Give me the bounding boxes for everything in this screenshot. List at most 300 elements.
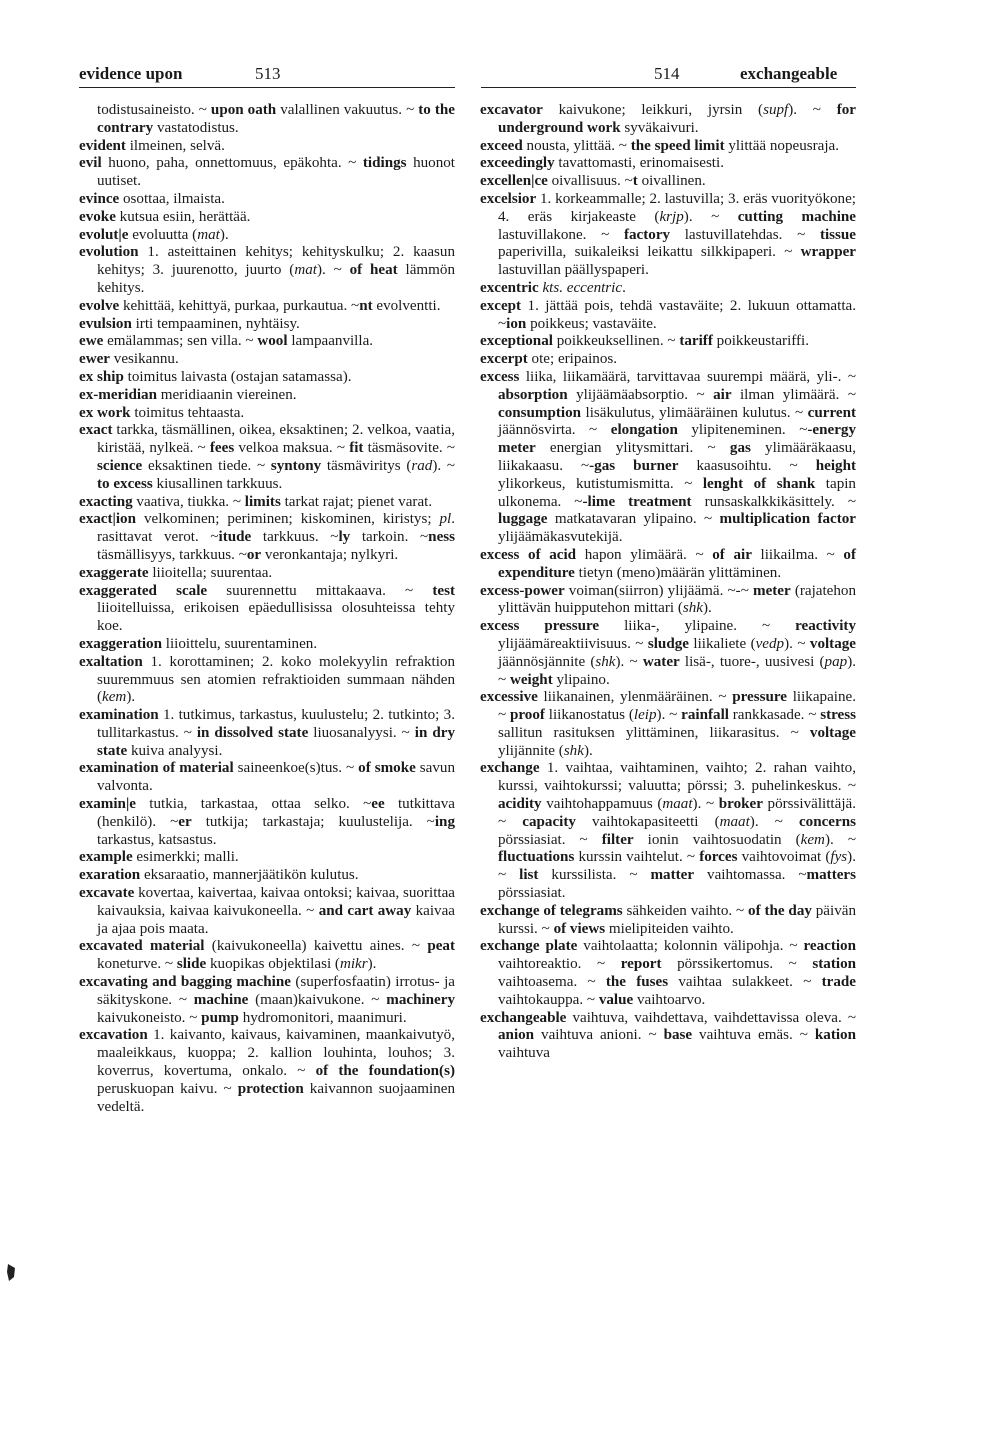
definition-text: ). ~: [432, 457, 455, 474]
definition-text: 1. kaivanto, kaivaus, kaivaminen, maankaivutyö, maaleikkaus, kuoppa; 2. kallion louhinta, louhos; 3. koverrus, kovertuma, onkalo. ~: [97, 1027, 455, 1080]
headword: except: [480, 297, 522, 314]
definition-text: kovertaa, kaivertaa, kaivaa ontoksi; kaivaa, suorittaa kaivauksia, kaivaa kaivukoneella. ~: [97, 885, 455, 919]
headword: and cart away: [318, 902, 412, 919]
dictionary-entry: [480, 760, 856, 902]
definition-text: meridiaanin viereinen.: [156, 386, 297, 403]
definition-text: syväkaivuri.: [620, 119, 699, 136]
headword: nt: [359, 297, 373, 314]
dictionary-entry: [79, 636, 455, 654]
definition-text: irti tempaaminen, nyhtäisy.: [131, 315, 300, 332]
definition-text: peruskuopan kaivu. ~: [97, 1080, 238, 1097]
definition-text: todistusaineisto. ~: [97, 102, 211, 118]
headword: ex ship: [79, 368, 124, 385]
headword: evoke: [79, 208, 116, 225]
headword: -lime treatment: [582, 493, 692, 510]
headword: examin|e: [79, 796, 136, 813]
headword: examination of material: [79, 760, 234, 777]
dictionary-entry: [480, 351, 856, 369]
field-label: pap: [824, 653, 848, 670]
definition-text: veronkantaja; nylkyri.: [261, 546, 399, 563]
definition-text: suurennettu mittakaava. ~: [207, 582, 433, 599]
left-page-number: 513: [255, 64, 281, 83]
headword: exact: [79, 422, 113, 439]
headword: kation: [814, 1027, 856, 1044]
definition-text: kaivukoneisto. ~: [97, 1009, 202, 1026]
definition-text: vastatodistus.: [153, 119, 239, 136]
definition-text: koneturve. ~: [97, 956, 177, 973]
headword: voltage: [809, 724, 856, 741]
definition-text: evolventti.: [372, 297, 441, 314]
dictionary-entry: [79, 351, 455, 369]
definition-text: (kaivukoneella) kaivettu aines. ~: [204, 938, 428, 955]
definition-text: ylijäämäkasvutekijä.: [498, 529, 623, 546]
headword: machinery: [386, 991, 455, 1008]
headword: exaggeration: [79, 635, 162, 652]
dictionary-entry: [480, 191, 856, 280]
headword: exchangeable: [480, 1009, 567, 1026]
headword: evince: [79, 190, 120, 207]
headword: exaration: [79, 867, 141, 884]
definition-text: oivallinen.: [637, 173, 706, 190]
definition-text: ). ~: [683, 208, 738, 225]
definition-text: ylittää nopeusraja.: [724, 137, 840, 154]
definition-text: vaihtovoimat (: [737, 849, 831, 866]
headword: ee: [371, 796, 385, 813]
headword: current: [807, 404, 856, 421]
dictionary-entry: [79, 191, 455, 209]
definition-text: liikanostatus (: [544, 707, 634, 724]
headword: exacting: [79, 493, 133, 510]
headword: acidity: [498, 796, 542, 813]
dictionary-entry: [480, 583, 856, 619]
right-page-number: 514: [654, 64, 680, 83]
definition-text: ). ~: [498, 653, 856, 688]
definition-text: poikkeus; vastaväite.: [526, 315, 657, 332]
definition-text: liika-, ylipaine. ~: [599, 618, 796, 635]
definition-text: ). ~: [749, 813, 799, 830]
dictionary-entry: [79, 938, 455, 974]
headword: the fuses: [605, 974, 669, 991]
headword: peat: [427, 938, 455, 955]
headword: pump: [201, 1009, 239, 1026]
headword: -gas burner: [589, 457, 679, 474]
field-label: shk: [595, 653, 616, 670]
dictionary-entry: [79, 316, 455, 334]
dictionary-entry: [79, 707, 455, 760]
definition-text: kaivaa ja ajaa pois maata.: [97, 902, 455, 937]
definition-text: liioitella; suurentaa.: [148, 564, 273, 581]
definition-text: kaivukone; leikkuri, jyrsin (: [542, 102, 764, 118]
definition-text: ). ~: [615, 653, 643, 670]
definition-text: ylikorkeus, kutistumismitta. ~: [498, 475, 703, 492]
headword: exaggerated scale: [79, 582, 208, 599]
dictionary-entry: [480, 369, 856, 547]
field-label: kts. eccentric: [542, 279, 623, 296]
headword: weight: [509, 671, 553, 688]
definition-text: pörssiasiat.: [498, 885, 566, 902]
definition-text: lampaanvilla.: [287, 333, 374, 350]
definition-text: 1. korottaminen; 2. koko molekyylin refraktion suuremmuus sen atomien refraktioiden summaan nähden (: [97, 653, 455, 706]
headword: itude: [218, 529, 252, 546]
definition-text: rankkasade. ~: [728, 707, 821, 724]
headword: factory: [623, 226, 671, 243]
headword: matter: [650, 867, 695, 884]
headword: trade: [821, 974, 856, 991]
headword: report: [620, 956, 662, 973]
headword: anion: [498, 1027, 535, 1044]
definition-text: ). ~: [656, 707, 682, 724]
headword: air: [713, 386, 732, 403]
headword: filter: [601, 831, 634, 848]
definition-text: velkominen; periminen; kiskominen, kiristys;: [135, 511, 440, 528]
headword: consumption: [498, 404, 582, 421]
definition-text: eksaraatio, mannerjäätikön kulutus.: [140, 867, 359, 884]
definition-text: vaihtoreaktio. ~: [498, 956, 621, 973]
headword: exceptional: [480, 333, 553, 350]
headword: excess of acid: [480, 546, 577, 563]
headword: lenght of shank: [702, 475, 816, 492]
definition-text: tarkka, täsmällinen, oikea, eksaktinen; 2. velkoa, vaatia, kiristää, nylkeä. ~: [97, 422, 455, 457]
definition-text: vaihtuva anioni. ~: [534, 1027, 664, 1044]
definition-text: vaihtolaatta; kolonnin välipohja. ~: [577, 938, 804, 955]
field-label: kem: [102, 689, 127, 706]
definition-text: emälammas; sen villa. ~: [103, 333, 258, 350]
headword: evulsion: [79, 315, 132, 332]
dictionary-entry: [79, 298, 455, 316]
field-label: leip: [633, 707, 657, 724]
dictionary-entry: [79, 369, 455, 387]
definition-text: hydromonitori, maanimuri.: [238, 1009, 407, 1026]
headword: excess pressure: [480, 618, 600, 635]
definition-text: vaihtokauppa. ~: [498, 991, 599, 1008]
definition-text: ilman ylimäärä. ~: [731, 386, 857, 403]
definition-text: runsaskalkkikäsittely. ~: [691, 493, 856, 510]
definition-text: lastuvillan päällyspaperi.: [498, 262, 649, 279]
definition-text: vaihtoarvo.: [633, 991, 706, 1008]
dictionary-entry: [79, 138, 455, 156]
definition-text: tarkkuus. ~: [251, 529, 339, 546]
field-label: krjp: [659, 208, 684, 225]
dictionary-entry: [79, 1027, 455, 1116]
headword: luggage: [498, 511, 548, 528]
definition-text: vaihtohappamuus (: [541, 796, 663, 813]
dictionary-entry: [79, 760, 455, 796]
definition-text: ).: [703, 600, 712, 617]
definition-text: tarkat rajat; pienet varat.: [280, 493, 433, 510]
definition-text: huonot uutiset.: [97, 155, 455, 190]
headword: protection: [237, 1080, 304, 1097]
definition-text: valallinen vakuutus. ~: [276, 102, 419, 118]
headword: base: [663, 1027, 693, 1044]
definition-text: lastuvillakone. ~: [498, 226, 624, 243]
headword: upon oath: [210, 102, 277, 118]
definition-text: liika, liikamäärä, tarvittavaa suurempi määrä, yli-. ~: [519, 368, 856, 385]
definition-text: kuiva analyysi.: [127, 742, 223, 759]
dictionary-entry: [480, 333, 856, 351]
definition-text: ilmeinen, selvä.: [125, 137, 225, 154]
headword: fluctuations: [498, 849, 575, 866]
definition-text: ). ~: [692, 796, 719, 813]
headword: value: [598, 991, 634, 1008]
definition-text: kutsua esiin, herättää.: [115, 208, 251, 225]
definition-text: vaativa, tiukka. ~: [132, 493, 245, 510]
headword: meter: [753, 582, 791, 599]
definition-text: liioitelluissa, erikoisen epäedullisissa olosuhteissa tehty koe.: [97, 600, 455, 635]
dictionary-entry: [79, 974, 455, 1027]
headword: fit: [349, 440, 364, 457]
definition-text: saineenkoe(s)tus. ~: [233, 760, 359, 777]
headword: in dry state: [97, 724, 455, 759]
headword: to excess: [97, 475, 153, 492]
definition-text: ylijäämäabsorptio. ~: [567, 386, 714, 403]
dictionary-entry: [79, 227, 455, 245]
headword: rainfall: [681, 707, 729, 724]
definition-text: lisäkulutus, ylimääräinen kulutus. ~: [581, 404, 808, 421]
headword: ness: [428, 529, 456, 546]
definition-text: tavattomasti, erinomaisesti.: [554, 155, 724, 172]
headword: -energy meter: [498, 422, 856, 457]
definition-text: vaihtuva, vaihdettava, vaihdettavissa oleva. ~: [566, 1009, 856, 1026]
definition-text: ).: [583, 742, 593, 759]
headword: pressure: [732, 689, 788, 706]
headword: evident: [79, 137, 126, 154]
headword: of the foundation(s): [315, 1063, 455, 1080]
headword: t: [632, 173, 638, 190]
definition-text: voiman(siirron) ylijäämä. ~-~: [564, 582, 753, 599]
dictionary-entry: [480, 138, 856, 156]
definition-text: ote; eripainos.: [527, 351, 618, 368]
definition-text: osottaa, ilmaista.: [119, 190, 225, 207]
definition-text: vesikannu.: [110, 351, 179, 368]
headword: exact|ion: [79, 511, 136, 528]
dictionary-entry: [79, 422, 455, 493]
right-guide-word: exchangeable: [740, 64, 838, 83]
definition-text: pörssikertomus. ~: [661, 956, 813, 973]
headword: slide: [176, 956, 207, 973]
dictionary-entry: [79, 209, 455, 227]
headword: or: [246, 546, 262, 563]
headword: examination: [79, 707, 159, 724]
dictionary-entry: [79, 583, 455, 636]
definition-text: vaihtuva: [498, 1045, 550, 1062]
headword: excavated material: [79, 938, 205, 955]
left-guide-word: evidence upon: [79, 64, 183, 83]
definition-text: ). ~: [824, 831, 856, 848]
headword: the speed limit: [630, 137, 725, 154]
headword: ly: [338, 529, 351, 546]
dictionary-entry: [480, 1010, 856, 1063]
headword: evolution: [79, 244, 139, 261]
right-column: [480, 102, 856, 1063]
definition-text: vaihtaa sulakkeet. ~: [668, 974, 822, 991]
headword: excavating and bagging machine: [79, 974, 291, 991]
definition-text: poikkeuksellinen. ~: [552, 333, 680, 350]
left-column: [79, 102, 455, 1116]
definition-text: huono, paha, onnettomuus, epäkohta. ~: [101, 155, 363, 172]
definition-text: tarkoin. ~: [350, 529, 429, 546]
definition-text: päivän kurssi. ~: [498, 902, 856, 937]
dictionary-entry: [79, 849, 455, 867]
definition-text: ). ~: [784, 635, 810, 652]
headword: science: [97, 457, 143, 474]
definition-text: nousta, ylittää. ~: [522, 137, 631, 154]
headword: ing: [434, 813, 455, 830]
headword: exchange plate: [480, 938, 578, 955]
headword: in dissolved state: [196, 724, 309, 741]
headword: ewe: [79, 333, 104, 350]
field-label: mikr: [339, 956, 368, 973]
definition-text: toimitus tehtaasta.: [130, 404, 245, 421]
headword: excavation: [79, 1027, 148, 1044]
definition-text: tutkija; tarkastaja; kuulustelija. ~: [191, 813, 435, 830]
headword: voltage: [809, 635, 856, 652]
headword: excavate: [79, 885, 135, 902]
definition-text: (maan)kaivukone. ~: [248, 991, 387, 1008]
headword: syntony: [270, 457, 322, 474]
definition-text: vaihtokapasiteetti (: [575, 813, 720, 830]
field-label: mat: [294, 262, 317, 279]
dictionary-entry: [480, 903, 856, 939]
headword: tissue: [819, 226, 856, 243]
field-label: shk: [563, 742, 584, 759]
definition-text: . rasittavat verot. ~: [97, 511, 455, 546]
headword: exaggerate: [79, 564, 149, 581]
header-rule-right: [481, 87, 856, 88]
definition-text: kuopikas objektilasi (: [206, 956, 340, 973]
headword: tariff: [679, 333, 713, 350]
definition-text: toimitus laivasta (ostajan satamassa).: [123, 368, 352, 385]
definition-text: kurssilista. ~: [538, 867, 651, 884]
headword: exceedingly: [480, 155, 555, 172]
definition-text: ).: [367, 956, 377, 973]
definition-text: vaihtuva emäs. ~: [692, 1027, 815, 1044]
definition-text: sähkeiden vaihto. ~: [622, 902, 749, 919]
definition-text: 1. jättää pois, tehdä vastaväite; 2. lukuun ottamatta. ~: [498, 297, 856, 332]
header-rule-left: [79, 87, 455, 88]
definition-text: kehittää, kehittyä, purkaa, purkautua. ~: [119, 297, 360, 314]
definition-text: ). ~: [316, 262, 350, 279]
headword: machine: [193, 991, 249, 1008]
definition-text: matkatavaran ylipaino. ~: [547, 511, 720, 528]
headword: exchange: [480, 760, 540, 777]
headword: fees: [209, 440, 235, 457]
headword: gas: [729, 440, 751, 457]
definition-text: ylimääräkaasu, liikakaasu. ~: [498, 440, 856, 474]
definition-text: ). ~: [498, 849, 856, 884]
dictionary-entry: [79, 796, 455, 849]
headword: exceed: [480, 137, 523, 154]
field-label: supf: [763, 102, 789, 118]
definition-text: täsmäsovite. ~: [363, 440, 456, 457]
definition-text: ylijännite (: [498, 742, 564, 759]
definition-text: kiusallinen tarkkuus.: [152, 475, 283, 492]
field-label: rad: [411, 457, 433, 474]
definition-text: jäännösjännite (: [498, 653, 596, 670]
dictionary-entry: [79, 494, 455, 512]
definition-text: liikaliete (: [688, 635, 756, 652]
headword: forces: [699, 849, 738, 866]
definition-text: liikapaine. ~: [498, 689, 856, 724]
headword: of air: [712, 546, 752, 563]
field-label: shk: [682, 600, 703, 617]
headword: proof: [509, 707, 545, 724]
dictionary-entry: [79, 102, 455, 138]
dictionary-entry: [79, 387, 455, 405]
definition-text: kurssin vaihtelut. ~: [574, 849, 700, 866]
headword: ex-meridian: [79, 386, 157, 403]
dictionary-entry: [480, 547, 856, 583]
headword: of the day: [748, 902, 812, 919]
definition-text: savun valvonta.: [97, 760, 456, 795]
headword: evil: [79, 155, 102, 172]
definition-text: ylipiteneminen. ~: [677, 422, 808, 439]
headword: multiplication factor: [719, 511, 857, 528]
definition-text: evoluutta (: [128, 226, 198, 243]
definition-text: liuosanalyysi. ~: [308, 724, 415, 741]
headword: reaction: [803, 938, 856, 955]
dictionary-entry: [79, 565, 455, 583]
dictionary-entry: [79, 867, 455, 885]
definition-text: pörssivälittäjä. ~: [498, 796, 856, 830]
headword: station: [812, 956, 857, 973]
definition-text: (superfosfaatin) irrotus- ja säkityskone. ~: [97, 974, 455, 1008]
definition-text: sallitun rasituksen ylittäminen, liikarasitus. ~: [498, 724, 810, 741]
dictionary-entry: [79, 511, 455, 564]
headword: test: [432, 582, 455, 599]
definition-text: (rajatehon ylittävän huipputehon mittari (: [498, 582, 857, 617]
definition-text: vaihtoasema. ~: [498, 974, 606, 991]
dictionary-entry: [480, 938, 856, 1009]
headword: capacity: [522, 813, 576, 830]
headword: evolve: [79, 297, 120, 314]
definition-text: esimerkki; malli.: [132, 849, 239, 866]
definition-text: täsmällisyys, tarkkuus. ~: [97, 546, 247, 563]
definition-text: eksaktinen tiede. ~: [142, 457, 271, 474]
field-label: pl: [439, 511, 452, 528]
definition-text: ).: [126, 689, 136, 706]
definition-text: liikailma. ~: [751, 546, 844, 563]
definition-text: .: [622, 279, 626, 296]
definition-text: lastuvillatehdas. ~: [670, 226, 820, 243]
dictionary-entry: [480, 618, 856, 689]
headword: list: [519, 867, 539, 884]
dictionary-entry: [480, 689, 856, 760]
headword: concerns: [798, 813, 856, 830]
definition-text: jäännösvirta. ~: [498, 422, 611, 439]
headword: sludge: [647, 635, 689, 652]
headword: limits: [244, 493, 281, 510]
headword: excentric: [480, 279, 539, 296]
field-label: vedp: [755, 635, 785, 652]
field-label: fys: [830, 849, 848, 866]
definition-text: tutkia, tarkastaa, ottaa selko. ~: [135, 796, 372, 813]
headword: ion: [506, 315, 527, 332]
headword: reactivity: [795, 618, 856, 635]
headword: exchange of telegrams: [480, 902, 623, 919]
dictionary-entry: [480, 173, 856, 191]
definition-text: 1. asteittainen kehitys; kehityskulku; 2. kaasun kehitys; 3. juurenotto, juurto (: [97, 244, 455, 279]
definition-text: tarkastus, katsastus.: [97, 831, 217, 848]
definition-text: lämmön kehitys.: [97, 262, 456, 296]
headword: exaltation: [79, 653, 143, 670]
dictionary-entry: [79, 654, 455, 707]
headword: height: [815, 457, 856, 474]
headword: excess: [480, 368, 520, 385]
headword: excerpt: [480, 351, 528, 368]
dictionary-entry: [79, 333, 455, 351]
definition-text: poikkeustariffi.: [712, 333, 810, 350]
definition-text: ylipaino.: [552, 671, 610, 688]
